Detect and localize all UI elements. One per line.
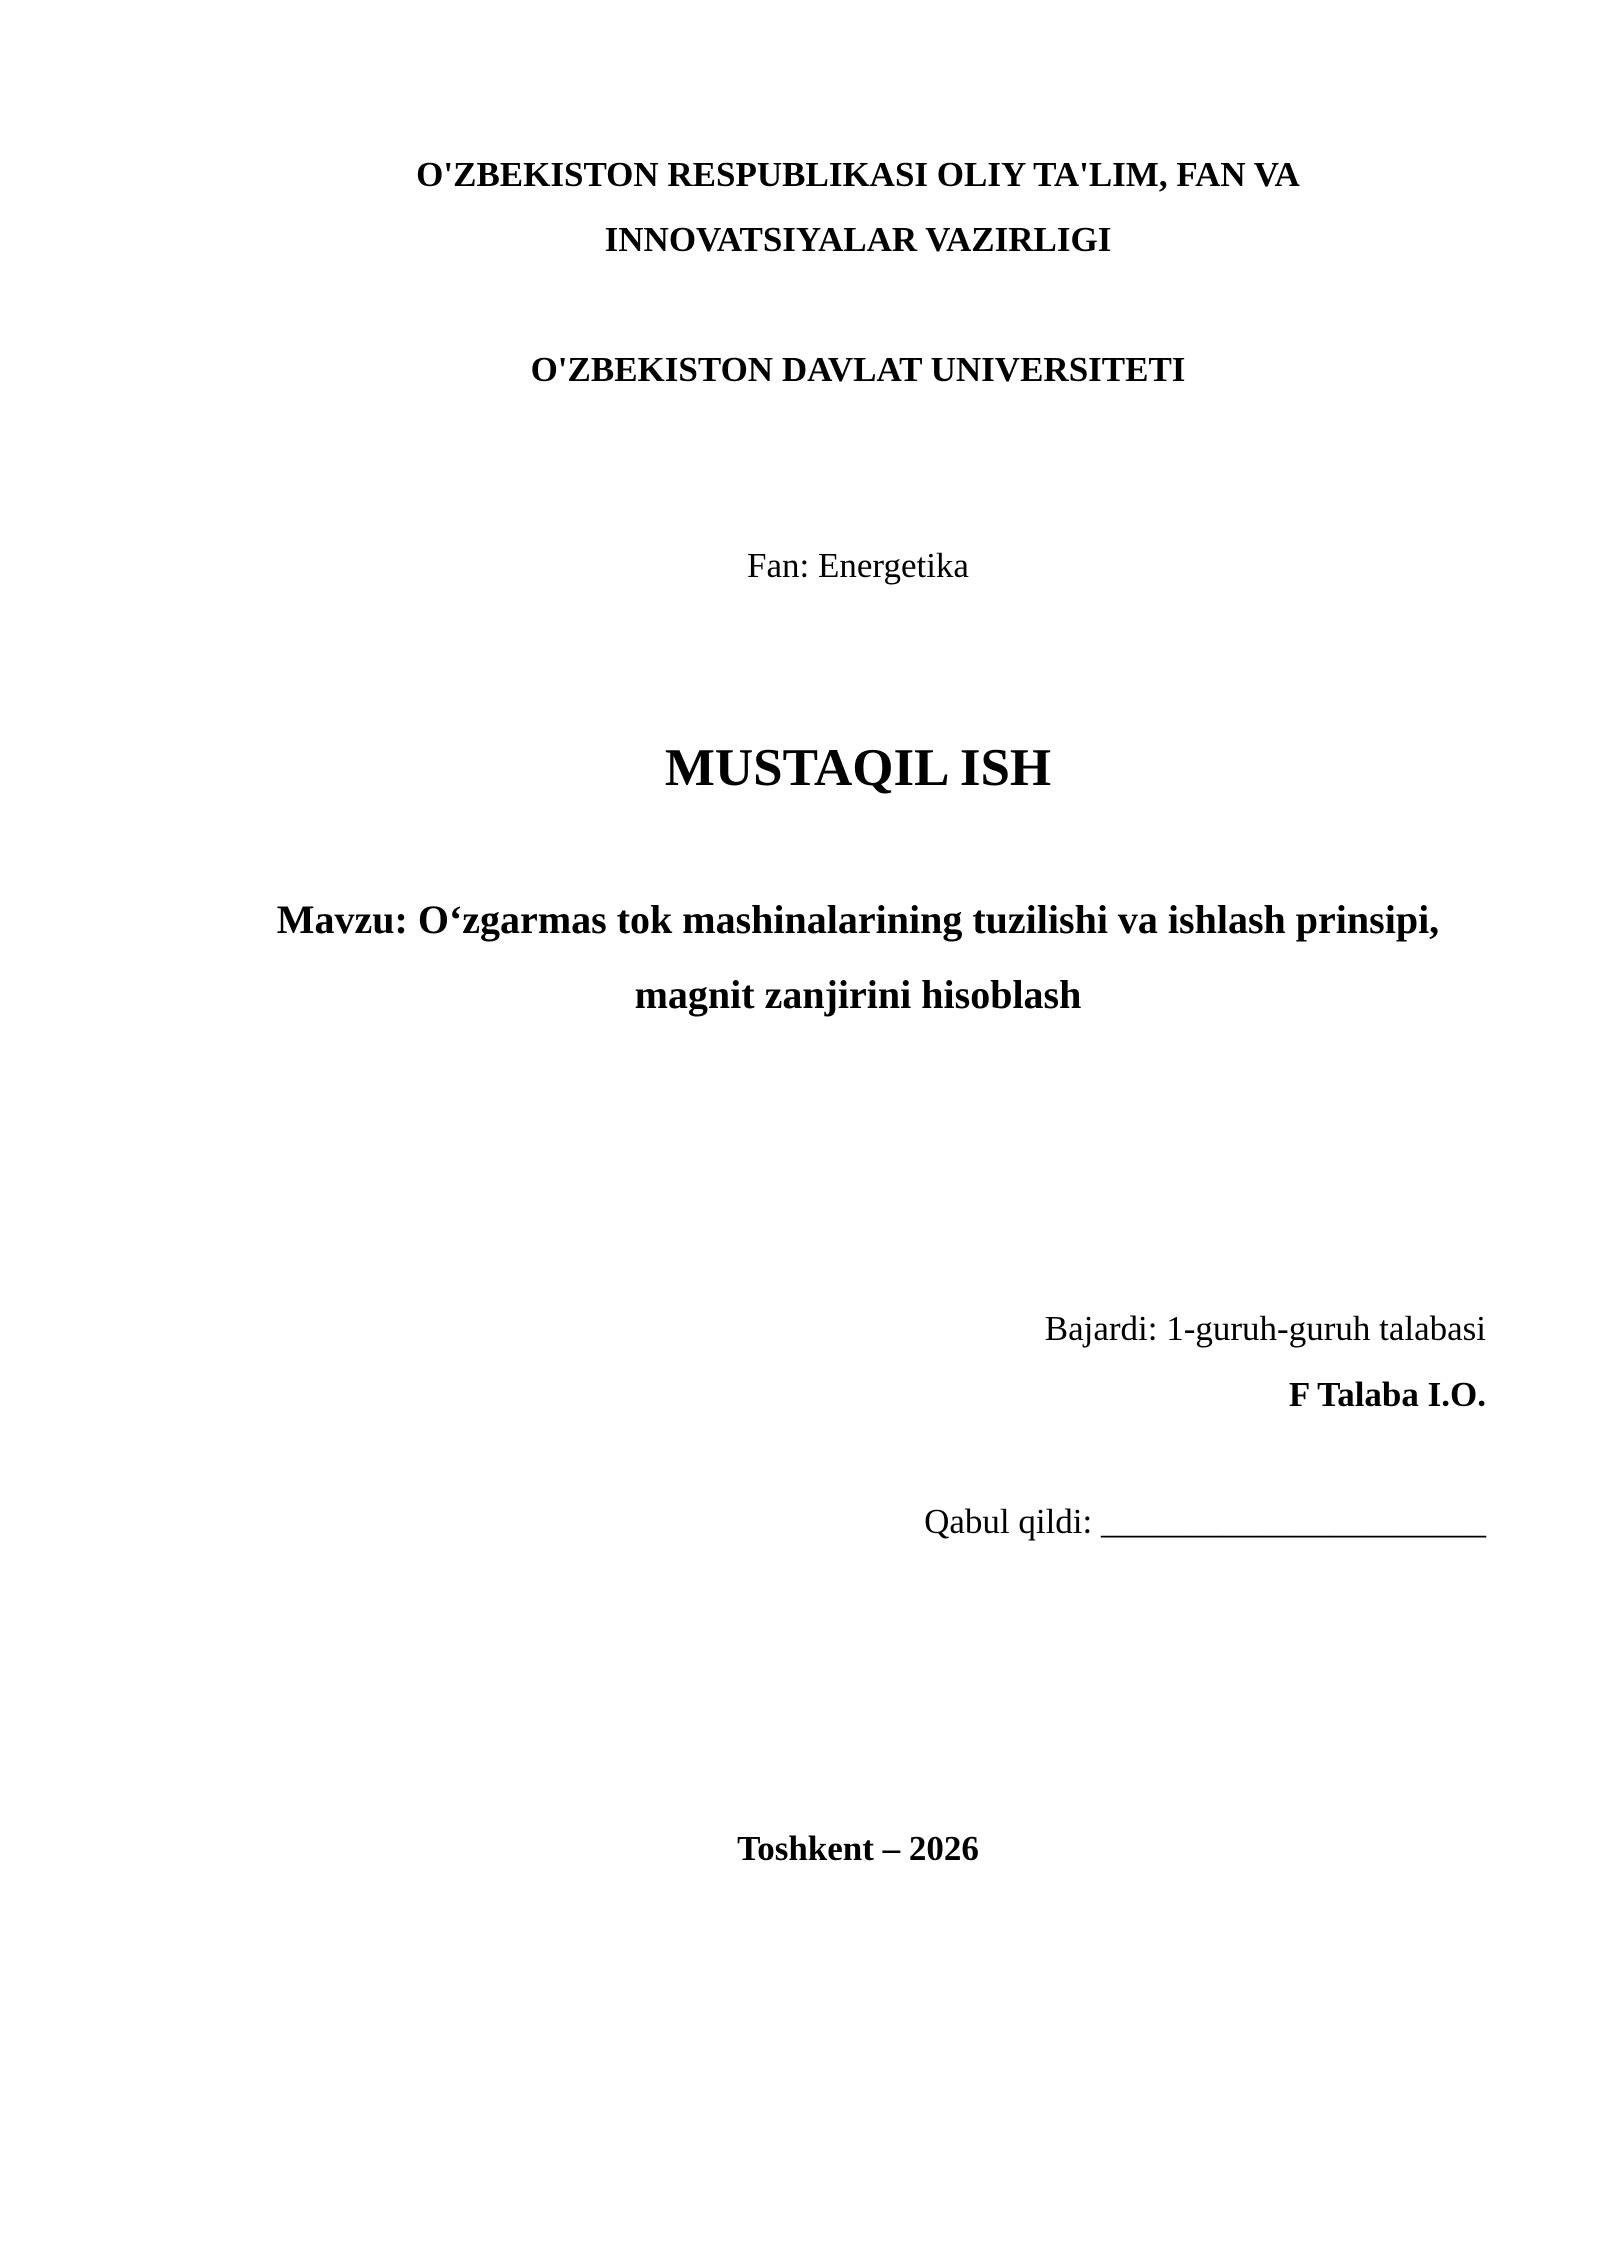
accepted-by: Qabul qildi: ______________________ [924,1502,1486,1541]
document-type-heading: MUSTAQIL ISH [664,739,1052,797]
performed-by: Bajardi: 1-guruh-guruh talabasi [1044,1309,1486,1348]
city-year: Toshkent – 2026 [737,1829,979,1868]
subject-line: Fan: Energetika [747,546,969,585]
university-name: O'ZBEKISTON DAVLAT UNIVERSITETI [530,350,1186,389]
ministry-name-line1: O'ZBEKISTON RESPUBLIKASI OLIY TA'LIM, FAN VA [416,155,1300,194]
topic-line2: magnit zanjirini hisoblash [634,972,1082,1017]
ministry-name-line2: INNOVATSIYALAR VAZIRLIGI [604,220,1112,259]
student-name: F Talaba I.O. [1288,1375,1486,1414]
topic-line1: Mavzu: O‘zgarmas tok mashinalarining tuzilishi va ishlash prinsipi, [276,897,1440,942]
